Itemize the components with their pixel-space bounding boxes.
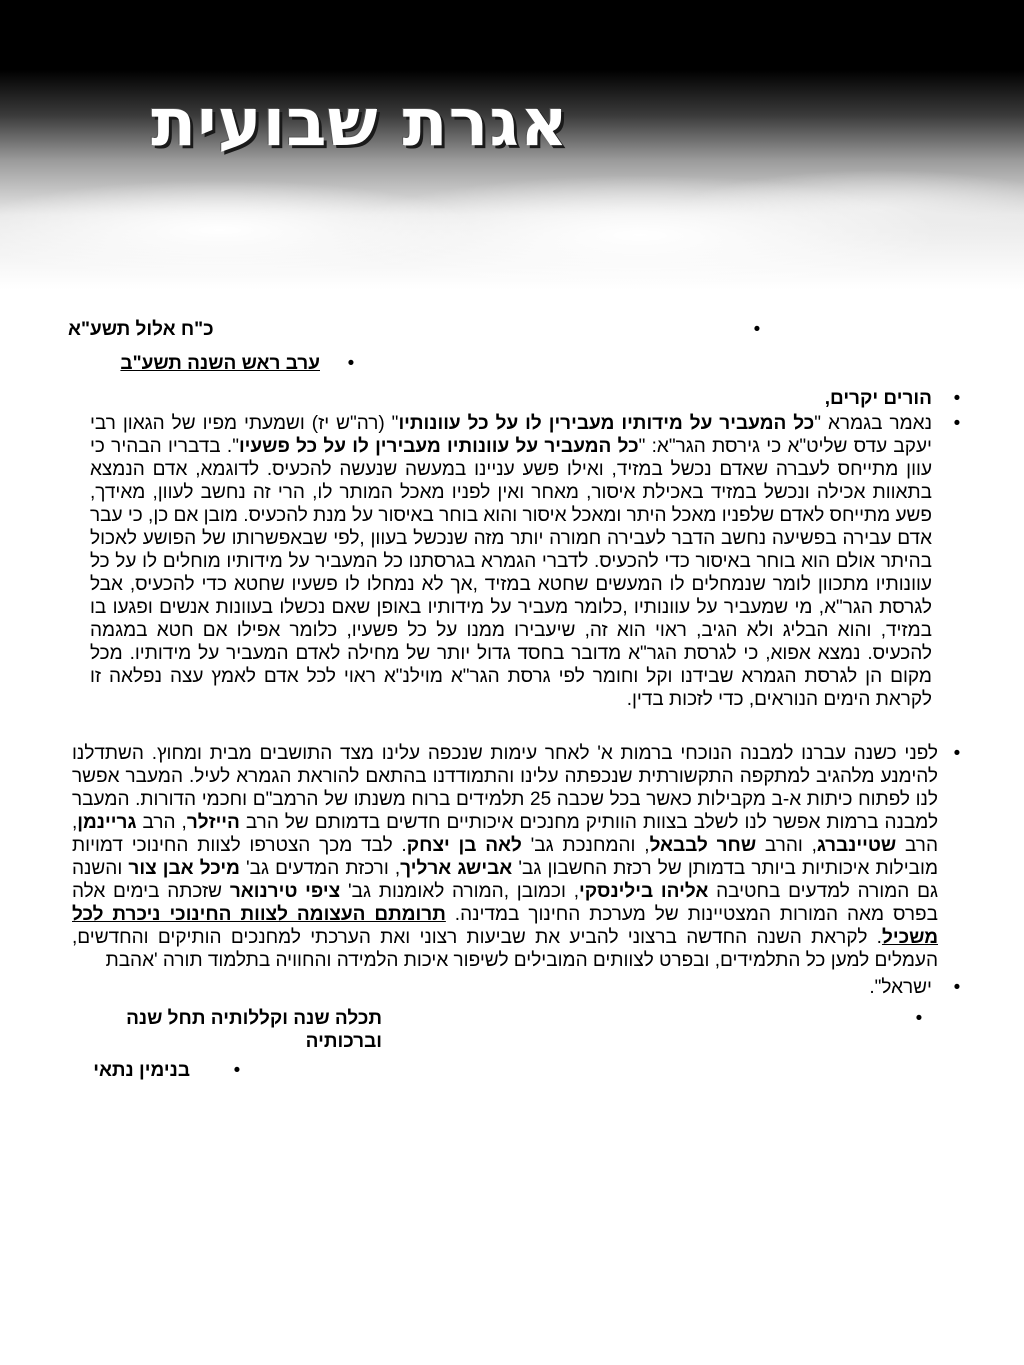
paragraph-3-text: ישראל". — [869, 977, 932, 998]
bullet-icon: • — [753, 319, 761, 340]
text-run: , ורכזת המדעים גב' — [239, 858, 401, 879]
staff-name: אבישג ארליך — [400, 858, 513, 879]
closing-blessing: תכלה שנה וקללותיה תחל שנה וברכותיה — [126, 1008, 382, 1052]
bullet-icon: • — [233, 1060, 241, 1081]
paragraph-3 — [68, 976, 968, 999]
date-line — [68, 318, 768, 341]
occasion-line — [68, 352, 362, 375]
bullet-icon: • — [953, 977, 961, 998]
staff-name: מיכל אבן צור — [128, 858, 240, 879]
masthead-title: אגרת שבועית — [151, 83, 569, 161]
staff-name: שחר לבבאל — [649, 835, 757, 856]
letter-body — [68, 318, 968, 1082]
quote-bold: כל המעביר על עוונותיו מעבירין לו על כל פשעיו — [238, 436, 639, 457]
letter-date: כ"ח אלול תשע"א — [68, 319, 214, 340]
text-run: והשנה גם המורה למדעים בחטיבה — [72, 858, 939, 902]
masthead-banner — [0, 0, 1024, 300]
staff-name: הייזלר — [186, 812, 240, 833]
staff-name: אליהו בילינסקי — [579, 881, 709, 902]
text-run: , וכמובן ,המורה לאומנות גב' — [340, 881, 580, 902]
letter-occasion: ערב ראש השנה תשע"ב — [120, 353, 320, 374]
text-run: , הרב — [136, 812, 187, 833]
bullet-icon: • — [953, 413, 961, 434]
staff-name: שטיינברג — [816, 835, 897, 856]
staff-name: ציפי טירנואר — [229, 881, 341, 902]
greeting-line — [68, 387, 968, 410]
text-run: . לבד מכך הצטרפו לצוות החינוכי דמויות מובילות איכותיות ביותר בדמותן של רכזת החשבון גב' — [72, 835, 939, 879]
staff-name: לאה בן יצחק — [406, 835, 522, 856]
text-run: . לקראת השנה החדשה ברצוני להביע את שביעות רצוני ואת הערכתי למחנכים הותיקים והחדשים, העמלים למען כל התלמידים, ובפרט לצוותים המובילים לשיפור איכות הלמידה והחוויה בתלמוד תורה 'אהבת — [72, 927, 938, 971]
signature-line — [68, 1059, 248, 1082]
bullet-icon: • — [915, 1008, 923, 1029]
bullet-icon: • — [347, 353, 355, 374]
quote-bold: כל המעביר על מידותיו מעבירין לו על כל עוונותיו — [398, 413, 815, 434]
bullet-icon: • — [953, 388, 961, 409]
paragraph-2-text — [72, 742, 938, 972]
paragraph-1-text — [90, 412, 932, 711]
text-run: , והרב — [756, 835, 817, 856]
text-run: , הרב — [72, 812, 938, 856]
text-run: שזכתה בימים אלה בפרס מאה המורות המצטיינות של מערכת החינוך במדינה. — [72, 881, 938, 925]
paragraph-2 — [68, 742, 968, 972]
staff-contribution-underlined: תרומתם העצומה לצוות החינוכי ניכרת לכל משכיל — [72, 904, 938, 948]
staff-name: גריינמן — [77, 812, 137, 833]
closing-line — [68, 1007, 968, 1053]
text-run: נאמר בגמרא " — [814, 413, 933, 434]
text-run: ". בדבריו הבהיר כי עוון מתייחס לעברה שאדם נכשל במזיד, ואילו פשע עניינו במעשה שנעשה להכעיס. לדוגמא, אדם הנמצא בתאוות אכילה ונכשל במזיד באכילת איסור, מאחר ואין לפניו מאכל המותר לו, הרי זה נחשב לעוון, מאידך, פשע מתייחס לאדם שלפניו מאכל היתר ומאכל איסור והוא בוחר באיסור על מנת להכעיס. מובן אם כן, כי עבר אדם עבירה בפשיעה נחשב הדבר לעבירה חמורה יותר מזה שנכשל בעוון ,לפי שבאפשרותו של הפושע לאכול בהיתר אולם הוא בוחר באיסור כדי להכעיס. לדברי הגמרא בגרסתנו כל המעביר על מידותיו מוחלים לו על כל עוונותיו מתכוון לומר שנמחלים לו המעשים שחטא במזיד ,אך לא נמחלו לו פשעיו שחטא כדי להכעיס, אבל לגרסת הגר"א, מי שמעביר על עוונותיו ,כלומר מעביר על מידותיו באופן שאם נכשלו בעוונות אנשים ופגעו בו במזיד, והוא הבליג ולא הגיב, ראוי הוא זה, שיעבירו ממנו על כל פשעיו, כלומר אפילו אם חטא במגמה להכעיס. נמצא אפוא, כי לגרסת הגר"א מדובר בחסד גדול יותר של מחילה לאדם המעביר על מידותיו. מכל מקום הן לגרסת הגמרא שבידנו וקל וחומר לפי גרסת הגר"א מוילנ"א ראוי לכל אדם לאמץ עצה נפלאה זו לקראת הימים הנוראים, כדי לזכות בדין. — [90, 436, 932, 710]
signature: בנימין נתאי — [93, 1060, 190, 1081]
text-run: לפני כשנה עברנו למבנה הנוכחי ברמות א' לאחר עימות שנכפה עלינו מצד התושבים מבית ומחוץ. השתדלנו להימנע מלהגיב למתקפה התקשורתית שנכפתה עלינו והתמודדנו בהתאם להוראת הגמרא לעיל. המעבר אפשר לנו לפתוח כיתות א-ב מקבילות כאשר בכל שכבה 25 תלמידים ברוח משנתו של הרמב"ם וחכמי הדורות. המעבר למבנה ברמות אפשר לנו לשלב בצוות הוותיק מחנכים איכותיים חדשים בדמותם של הרב — [72, 743, 939, 833]
paragraph-1 — [68, 412, 968, 711]
greeting: הורים יקרים, — [824, 388, 932, 409]
text-run: , והמחנכת גב' — [521, 835, 650, 856]
bullet-icon: • — [953, 743, 961, 764]
text-run: " (רה"ש יז) ושמעתי מפיו של הגאון רבי יעקב עדס שליט"א כי גירסת הגר"א: " — [90, 413, 932, 457]
